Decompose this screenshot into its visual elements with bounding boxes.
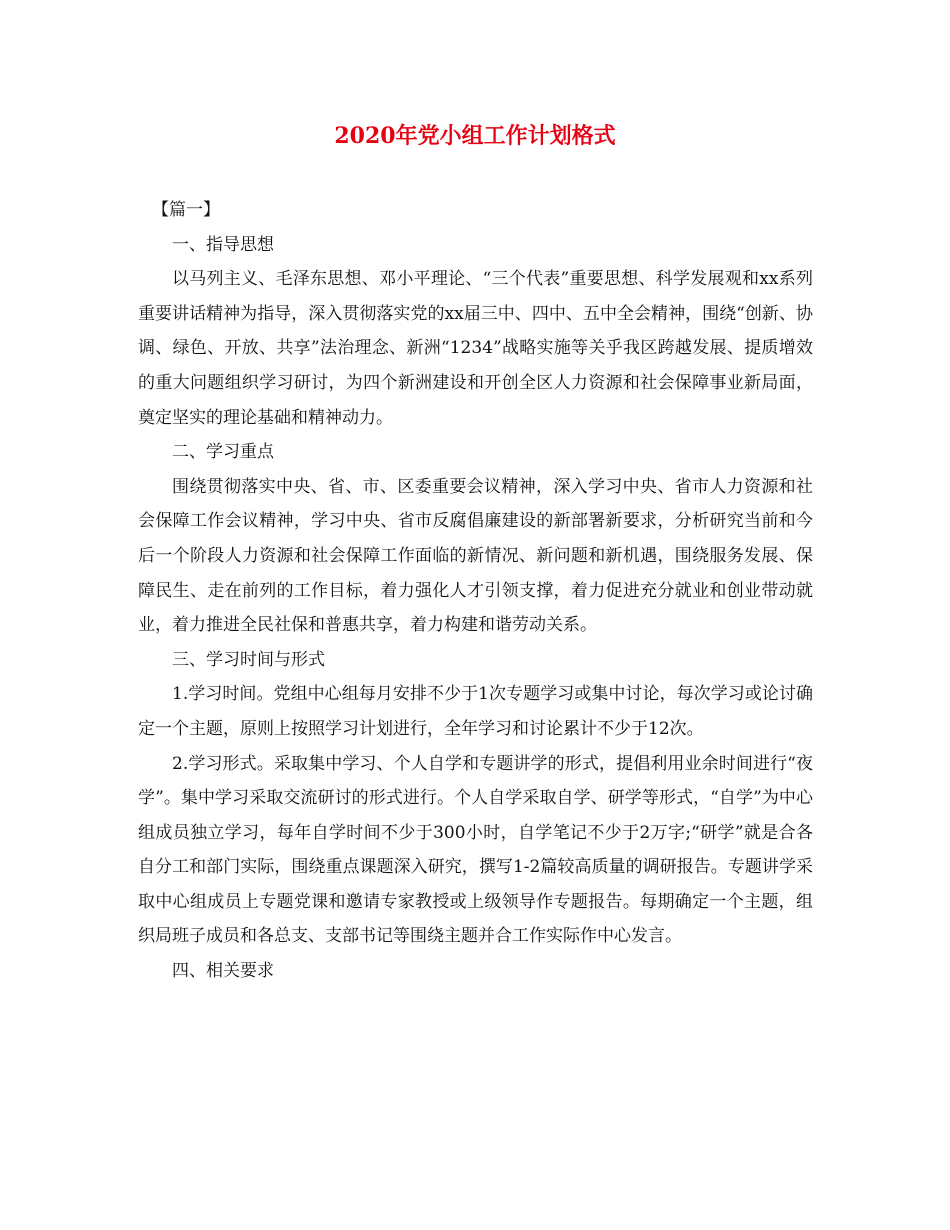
section-tag: 【篇一】	[152, 200, 220, 220]
document-body	[138, 193, 813, 989]
paragraph-study-focus: 围绕贯彻落实中央、省、市、区委重要会议精神，深入学习中央、省市人力资源和社会保障工作会议精神，学习中央、省市反腐倡廉建设的新部署新要求，分析研究当前和今后一个阶段人力资源和社会保障工作面临的新情况、新问题和新机遇，围绕服务发展、保障民生、走在前列的工作目标，着力强化人才引领支撑，着力促进充分就业和创业带动就业，着力推进全民社保和普惠共享，着力构建和谐劳动关系。	[138, 476, 813, 636]
document-title: 2020年党小组工作计划格式	[334, 123, 616, 149]
paragraph-guiding-ideology: 以马列主义、毛泽东思想、邓小平理论、“三个代表”重要思想、科学发展观和xx系列重要讲话精神为指导，深入贯彻落实党的xx届三中、四中、五中全会精神，围绕“创新、协调、绿色、开放、共享”法治理念、新洲“1234”战略实施等关乎我区跨越发展、提质增效的重大问题组织学习研讨，为四个新洲建设和开创全区人力资源和社会保障事业新局面，奠定坚实的理论基础和精神动力。	[138, 269, 813, 428]
heading-requirements: 四、相关要求	[172, 961, 274, 982]
heading-time-and-form: 三、学习时间与形式	[172, 649, 325, 670]
heading-guiding-ideology: 一、指导思想	[172, 234, 274, 255]
paragraph-study-time: 1.学习时间。党组中心组每月安排不少于1次专题学习或集中讨论，每次学习或论讨确定一个主题，原则上按照学习计划进行，全年学习和讨论累计不少于12次。	[138, 684, 813, 739]
heading-study-focus: 二、学习重点	[172, 442, 274, 463]
paragraph-study-form: 2.学习形式。采取集中学习、个人自学和专题讲学的形式，提倡利用业余时间进行“夜学”。集中学习采取交流研讨的形式进行。个人自学采取自学、研学等形式，“自学”为中心组成员独立学习，每年自学时间不少于300小时，自学笔记不少于2万字;“研学”就是合各自分工和部门实际，围绕重点课题深入研究，撰写1-2篇较高质量的调研报告。专题讲学采取中心组成员上专题党课和邀请专家教授或上级领导作专题报告。每期确定一个主题，组织局班子成员和各总支、支部书记等围绕主题并合工作实际作中心发言。	[138, 753, 813, 947]
